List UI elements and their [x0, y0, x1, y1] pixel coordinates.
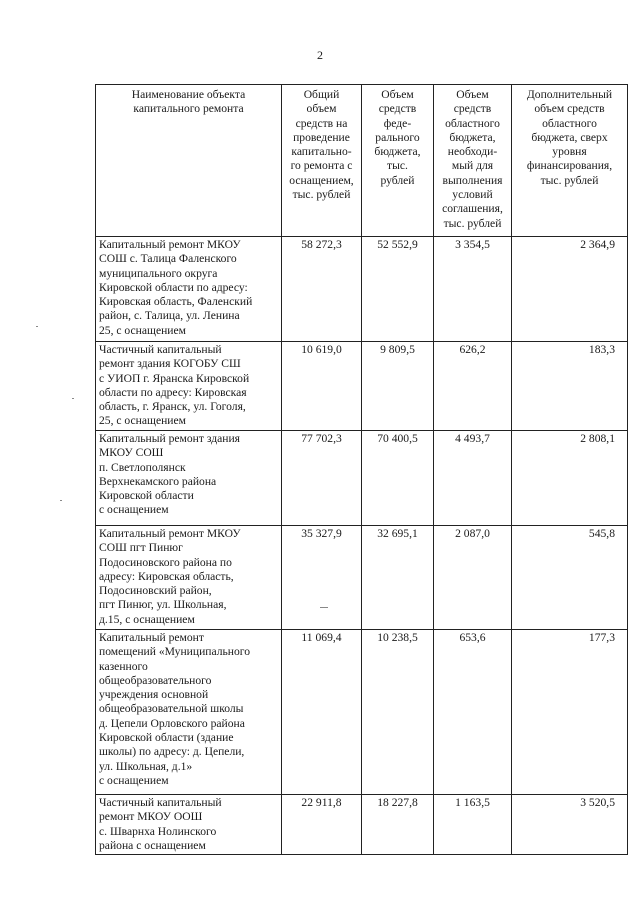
object-name-cell: Капитальный ремонт МКОУ СОШ с. Талица Фаленского муниципального округа Кировской области по адресу: Кировская область, Фаленский район, с. Талица, ул. Ленина 25, с оснащением: [96, 237, 282, 342]
federal-cell: 10 238,5: [362, 630, 434, 795]
page-number: 2: [317, 48, 323, 62]
regional-cell: 4 493,7: [434, 431, 512, 526]
additional-cell: 545,8: [512, 526, 628, 630]
additional-cell: 2 808,1: [512, 431, 628, 526]
regional-cell: 1 163,5: [434, 795, 512, 855]
object-name-cell: Капитальный ремонт помещений «Муниципального казенного общеобразовательного учреждения основной общеобразовательной школы д. Цепели Орловского района Кировской области (здание школы) по адресу: д. Цепели, ул. Школьная, д.1» с оснащением: [96, 630, 282, 795]
table-row: [96, 630, 628, 795]
object-name-cell: Капитальный ремонт МКОУ СОШ пгт Пинюг Подосиновского района по адресу: Кировская область, Подосиновский район, пгт Пинюг, ул. Школьная, д.15, с оснащением: [96, 526, 282, 630]
scan-speck: [36, 326, 38, 327]
federal-cell: 32 695,1: [362, 526, 434, 630]
header-federal-budget: Объем средств феде- рального бюджета, тыс. рублей: [362, 85, 434, 237]
table-row: [96, 526, 628, 630]
regional-cell: 626,2: [434, 342, 512, 431]
object-name-cell: Капитальный ремонт здания МКОУ СОШ п. Светлополянск Верхнекамского района Кировской области с оснащением: [96, 431, 282, 526]
total-cell: 58 272,3: [282, 237, 362, 342]
regional-cell: 653,6: [434, 630, 512, 795]
additional-cell: 183,3: [512, 342, 628, 431]
additional-cell: 3 520,5: [512, 795, 628, 855]
table-row: [96, 431, 628, 526]
capital-repair-table: [95, 84, 628, 855]
scan-speck: [60, 500, 62, 501]
header-additional-regional: Дополнительный объем средств областного бюджета, сверх уровня финансирования, тыс. рублей: [512, 85, 628, 237]
header-total-amount: Общий объем средств на проведение капитально- го ремонта с оснащением, тыс. рублей: [282, 85, 362, 237]
object-name-cell: Частичный капитальный ремонт МКОУ ООШ с. Шварнха Нолинского района с оснащением: [96, 795, 282, 855]
federal-cell: 52 552,9: [362, 237, 434, 342]
regional-cell: 3 354,5: [434, 237, 512, 342]
total-cell: 11 069,4: [282, 630, 362, 795]
header-regional-budget: Объем средств областного бюджета, необходи- мый для выполнения условий соглашения, тыс. рублей: [434, 85, 512, 237]
total-cell: 22 911,8: [282, 795, 362, 855]
table-row: [96, 342, 628, 431]
scan-speck: [72, 398, 74, 399]
scan-speck: [320, 607, 328, 608]
federal-cell: 70 400,5: [362, 431, 434, 526]
federal-cell: 18 227,8: [362, 795, 434, 855]
table-row: [96, 795, 628, 855]
additional-cell: 177,3: [512, 630, 628, 795]
federal-cell: 9 809,5: [362, 342, 434, 431]
table-row: [96, 237, 628, 342]
table-header-row: [96, 85, 628, 237]
total-cell: 10 619,0: [282, 342, 362, 431]
additional-cell: 2 364,9: [512, 237, 628, 342]
header-object-name: Наименование объекта капитального ремонта: [96, 85, 282, 237]
regional-cell: 2 087,0: [434, 526, 512, 630]
total-cell: 77 702,3: [282, 431, 362, 526]
total-cell: 35 327,9: [282, 526, 362, 630]
object-name-cell: Частичный капитальный ремонт здания КОГОБУ СШ с УИОП г. Яранска Кировской области по адресу: Кировская область, г. Яранск, ул. Гоголя, 25, с оснащением: [96, 342, 282, 431]
